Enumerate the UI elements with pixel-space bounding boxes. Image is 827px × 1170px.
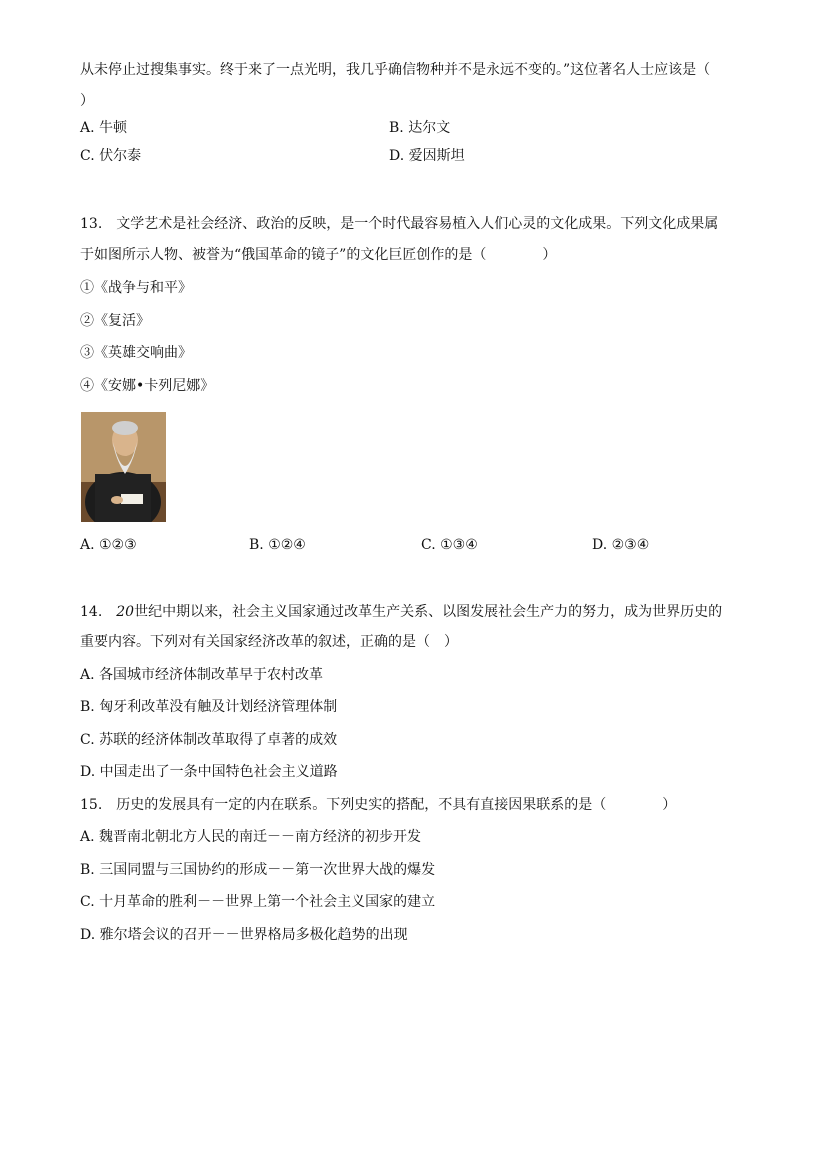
q14-option-c: C. 苏联的经济体制改革取得了卓著的成效 bbox=[80, 732, 338, 748]
q14-stem-line2: 重要内容。下列对有关国家经济改革的叙述，正确的是（ ） bbox=[80, 634, 458, 650]
q12-stem-line1: 从未停止过搜集事实。终于来了一点光明，我几乎确信物种并不是永远不变的。”这位著名人士应该是（ bbox=[80, 62, 711, 78]
q15-stem-text: 历史的发展具有一定的内在联系。下列史实的搭配，不具有直接因果联系的是（ ） bbox=[116, 797, 677, 813]
q13-option-b: B. ①②④ bbox=[249, 537, 306, 553]
q13-item-2: ②《复活》 bbox=[80, 313, 150, 329]
q14-number: 14. bbox=[80, 604, 103, 620]
q13-item-1: ①《战争与和平》 bbox=[80, 280, 192, 296]
q13-item-4: ④《安娜•卡列尼娜》 bbox=[80, 378, 215, 394]
q12-stem-line2: ） bbox=[80, 93, 94, 109]
q13-number: 13. bbox=[80, 216, 103, 232]
tolstoy-portrait-image bbox=[81, 412, 166, 522]
q12-option-a: A. 牛顿 bbox=[80, 120, 128, 136]
q14-stem-text: 世纪中期以来，社会主义国家通过改革生产关系、以图发展社会生产力的努力，成为世界历史的 bbox=[134, 604, 723, 620]
q14-year: 20 bbox=[116, 604, 135, 620]
q13-stem-line1 bbox=[80, 214, 718, 234]
q14-option-b: B. 匈牙利改革没有触及计划经济管理体制 bbox=[80, 699, 338, 715]
q13-stem-line2: 于如图所示人物、被誉为“俄国革命的镜子”的文化巨匠创作的是（ ） bbox=[80, 247, 557, 263]
q13-option-c: C. ①③④ bbox=[421, 537, 478, 553]
q13-option-d: D. ②③④ bbox=[592, 537, 650, 553]
q12-option-c: C. 伏尔泰 bbox=[80, 148, 142, 164]
q15-option-a: A. 魏晋南北朝北方人民的南迁－－南方经济的初步开发 bbox=[80, 829, 422, 845]
q12-option-b: B. 达尔文 bbox=[389, 120, 451, 136]
q14-option-d: D. 中国走出了一条中国特色社会主义道路 bbox=[80, 764, 338, 780]
q13-item-3: ③《英雄交响曲》 bbox=[80, 345, 192, 361]
q13-option-a: A. ①②③ bbox=[80, 537, 137, 553]
q13-stem-text: 文学艺术是社会经济、政治的反映，是一个时代最容易植入人们心灵的文化成果。下列文化成果属 bbox=[116, 216, 719, 232]
q15-option-b: B. 三国同盟与三国协约的形成－－第一次世界大战的爆发 bbox=[80, 862, 436, 878]
q14-stem-line1 bbox=[80, 602, 722, 622]
q15-number: 15. bbox=[80, 797, 103, 813]
q12-option-d: D. 爱因斯坦 bbox=[389, 148, 465, 164]
q15-option-c: C. 十月革命的胜利－－世界上第一个社会主义国家的建立 bbox=[80, 894, 436, 910]
q15-stem-line1 bbox=[80, 795, 676, 815]
q14-option-a: A. 各国城市经济体制改革早于农村改革 bbox=[80, 667, 324, 683]
q15-option-d: D. 雅尔塔会议的召开－－世界格局多极化趋势的出现 bbox=[80, 927, 408, 943]
